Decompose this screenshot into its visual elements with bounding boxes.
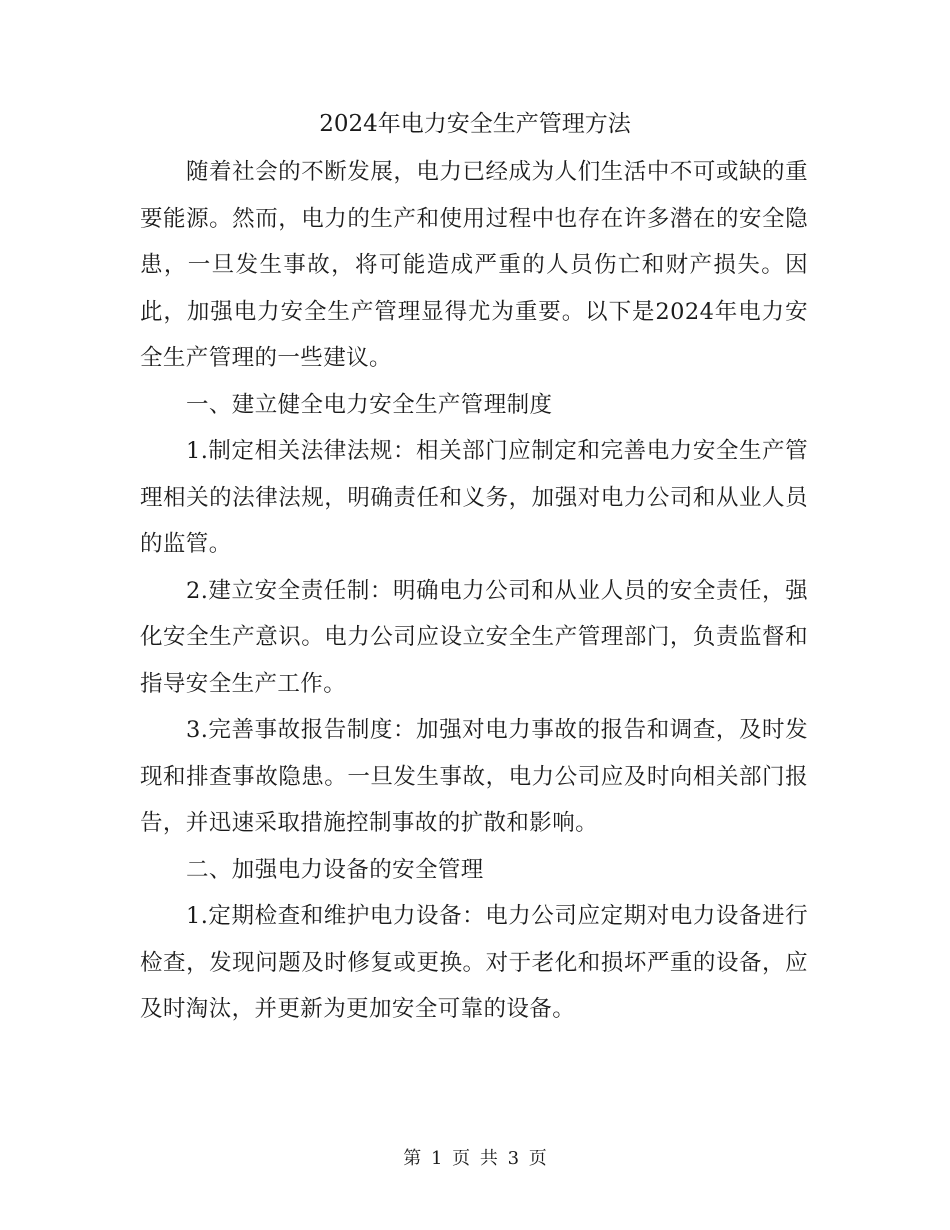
paragraph-2-1: 1.定期检查和维护电力设备：电力公司应定期对电力设备进行检查，发现问题及时修复或更换。对于老化和损坏严重的设备，应及时淘汰，并更新为更加安全可靠的设备。 [140, 903, 808, 1022]
paragraph-1-1: 1.制定相关法律法规：相关部门应制定和完善电力安全生产管理相关的法律法规，明确责任和义务，加强对电力公司和从业人员的监管。 [140, 438, 808, 557]
paragraph-1-2: 2.建立安全责任制：明确电力公司和从业人员的安全责任，强化安全生产意识。电力公司应设立安全生产管理部门，负责监督和指导安全生产工作。 [140, 577, 808, 697]
document-body [140, 149, 808, 1033]
section-heading-2: 二、加强电力设备的安全管理 [186, 856, 484, 883]
page-number-footer: 第 1 页 共 3 页 [403, 1148, 547, 1169]
section-heading-1: 一、建立健全电力安全生产管理制度 [186, 391, 553, 418]
paragraph-1-3: 3.完善事故报告制度：加强对电力事故的报告和调查，及时发现和排查事故隐患。一旦发生事故，电力公司应及时向相关部门报告，并迅速采取措施控制事故的扩散和影响。 [140, 717, 808, 836]
intro-paragraph: 随着社会的不断发展，电力已经成为人们生活中不可或缺的重要能源。然而，电力的生产和使用过程中也存在许多潜在的安全隐患，一旦发生事故，将可能造成严重的人员伤亡和财产损失。因此，加强电力安全生产管理显得尤为重要。以下是2024年电力安全生产管理的一些建议。 [140, 159, 808, 371]
document-title: 2024年电力安全生产管理方法 [319, 111, 631, 137]
